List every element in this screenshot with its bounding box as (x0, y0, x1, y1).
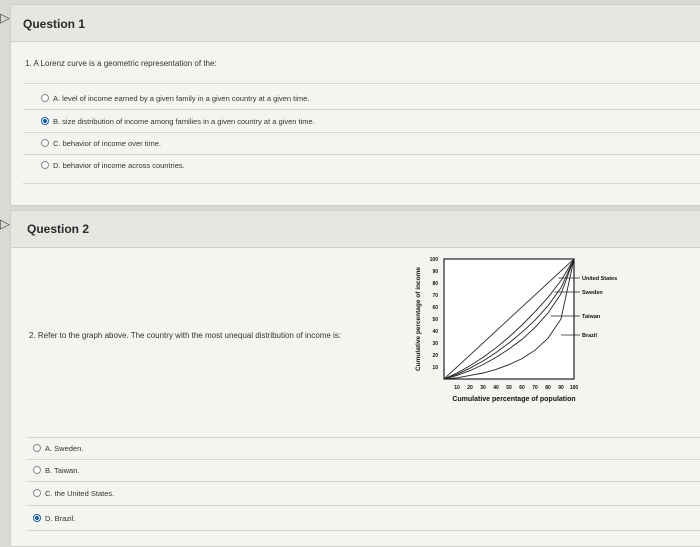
series-label: Sweden (582, 290, 603, 296)
x-tick-label: 80 (545, 385, 551, 391)
x-tick-label: 70 (532, 385, 538, 391)
q1-option-d[interactable] (11, 154, 700, 176)
q2-option-c[interactable] (11, 482, 700, 504)
q1-option-b[interactable] (11, 110, 700, 132)
x-tick-label: 100 (569, 385, 579, 391)
option-label: A. Sweden. (45, 443, 84, 453)
q1-option-a[interactable] (11, 87, 700, 109)
question-2-text: 2. Refer to the graph above. The country with the most unequal distribution of income is: (29, 331, 342, 340)
question-2-collapse-icon[interactable]: ▷ (0, 216, 10, 231)
y-tick-label: 30 (432, 341, 438, 347)
question-2-title: Question 2 (27, 222, 90, 236)
x-axis-label: Cumulative percentage of population (452, 396, 576, 403)
divider (27, 530, 700, 531)
y-tick-label: 50 (432, 317, 438, 323)
y-tick-label: 70 (432, 293, 438, 299)
option-label: D. behavior of income across countries. (53, 160, 185, 170)
question-1-title: Question 1 (23, 17, 86, 31)
question-1-header (11, 5, 700, 42)
y-axis-label: Cumulative percentage of income (415, 266, 422, 372)
radio-button-selected[interactable] (33, 514, 41, 522)
x-tick-label: 50 (506, 385, 512, 391)
x-tick-label: 40 (493, 385, 499, 391)
question-2-card (10, 210, 700, 547)
radio-button[interactable] (41, 139, 49, 147)
radio-button[interactable] (33, 466, 41, 474)
y-tick-label: 80 (432, 281, 438, 287)
series-label: United States (582, 276, 618, 282)
radio-button[interactable] (41, 161, 49, 169)
option-label: B. size distribution of income among families in a given country at a given time. (53, 116, 315, 126)
y-tick-label: 90 (432, 269, 438, 275)
option-label: D. Brazil. (45, 513, 76, 523)
question-2-header (11, 211, 700, 248)
y-tick-label: 10 (432, 365, 438, 371)
option-label: C. behavior of income over time. (53, 138, 161, 148)
x-tick-label: 10 (454, 385, 460, 391)
option-label: A. level of income earned by a given family in a given country at a given time. (53, 93, 310, 103)
x-tick-label: 20 (467, 385, 473, 391)
radio-button-selected[interactable] (41, 117, 49, 125)
question-1-text: 1. A Lorenz curve is a geometric representation of the: (25, 59, 217, 68)
q2-option-a[interactable] (11, 437, 700, 459)
divider (23, 83, 700, 84)
series-label: Brazil (582, 333, 597, 339)
lorenz-curve-chart (396, 249, 646, 414)
divider (27, 505, 700, 506)
x-tick-label: 90 (558, 385, 564, 391)
y-tick-label: 40 (432, 329, 438, 335)
divider (23, 183, 700, 184)
radio-button[interactable] (33, 444, 41, 452)
option-label: C. the United States. (45, 488, 115, 498)
x-tick-label: 60 (519, 385, 525, 391)
question-1-collapse-icon[interactable]: ▷ (0, 10, 10, 25)
x-tick-label: 30 (480, 385, 486, 391)
series-label: Taiwan (582, 314, 601, 320)
q2-option-b[interactable] (11, 459, 700, 481)
y-tick-label: 100 (429, 257, 438, 263)
q1-option-c[interactable] (11, 132, 700, 154)
y-tick-label: 20 (432, 353, 438, 359)
q2-option-d[interactable] (11, 507, 700, 529)
radio-button[interactable] (41, 94, 49, 102)
option-label: B. Taiwan. (45, 465, 80, 475)
question-1-card (10, 4, 700, 206)
radio-button[interactable] (33, 489, 41, 497)
y-tick-label: 60 (432, 305, 438, 311)
